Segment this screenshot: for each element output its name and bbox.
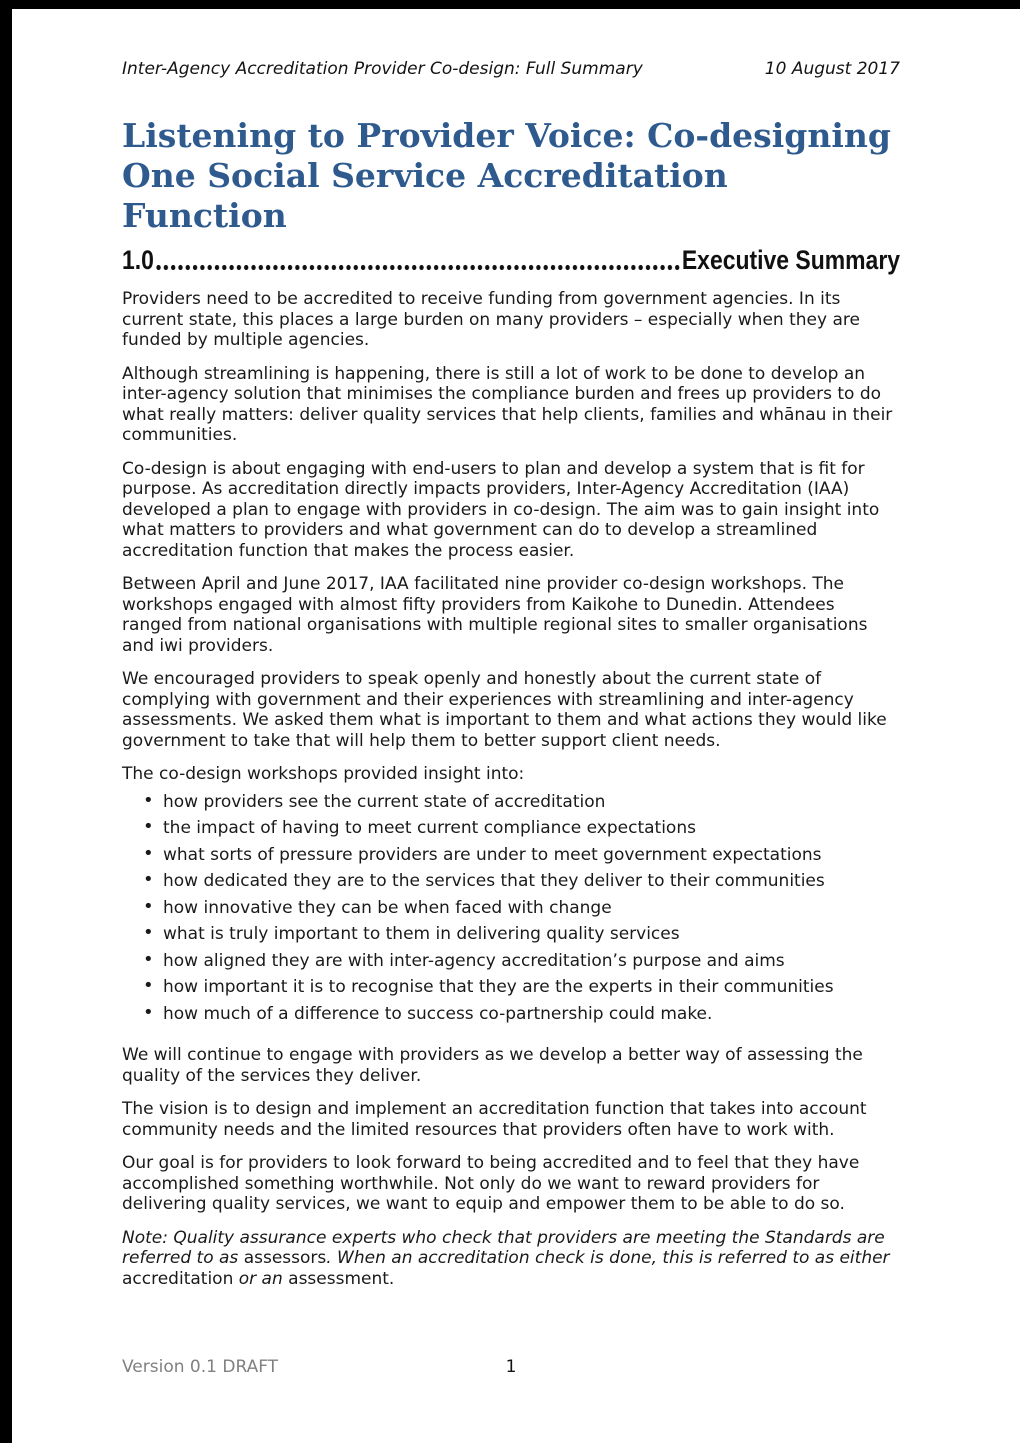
section-title: Executive Summary	[681, 245, 901, 275]
page-content	[122, 0, 900, 1302]
paragraph: Providers need to be accredited to receive funding from government agencies. In its current state, this places a large burden on many providers – especially when they are funded by multiple agencies.	[122, 289, 860, 351]
document-footer	[122, 1357, 900, 1377]
footer-version-label: Version 0.1 DRAFT	[122, 1357, 279, 1377]
paragraph: Although streamlining is happening, there is still a lot of work to be done to develop an inter-agency solution that minimises the compliance burden and frees up providers to do what really matters: deliver quality services that help clients, families and whānau in their communities.	[122, 363, 893, 446]
list-intro: The co-design workshops provided insight into:	[122, 764, 525, 785]
note-segment: accreditation	[122, 1268, 239, 1289]
bullet-item: • how innovative they can be when faced with change	[122, 898, 900, 919]
paragraph: Between April and June 2017, IAA facilitated nine provider co-design workshops. The workshops engaged with almost fifty providers from Kaikohe to Dunedin. Attendees ranged from national organisations with multiple regional sites to smaller organisations and iwi providers.	[122, 574, 868, 656]
note-paragraph	[122, 1228, 900, 1290]
body-paragraphs	[122, 289, 900, 751]
section-heading	[122, 245, 900, 276]
paragraph: Our goal is for providers to look forward to being accredited and to feel that they have accomplished something worthwhile. Not only do we want to reward providers for delivering quality services, we want to equip and empower them to be able to do so.	[122, 1153, 860, 1215]
note-segment: Note: Quality assurance experts who check that providers are meeting the Standards are referred to as	[122, 1227, 885, 1269]
paragraph: We encouraged providers to speak openly and honestly about the current state of complying with government and their experiences with streamlining and inter-agency assessments. We asked them what is important to them and what actions they would like government to take that will help them to better support client needs.	[122, 669, 887, 751]
paragraph: The vision is to design and implement an accreditation function that takes into account community needs and the limited resources that providers often have to work with.	[122, 1099, 867, 1140]
bullet-item: • how much of a difference to success co-partnership could make.	[122, 1004, 900, 1025]
note-segment: . When an accreditation check is done, this is referred to as either	[326, 1248, 890, 1269]
bullet-item: • the impact of having to meet current compliance expectations	[122, 818, 900, 839]
header-date: 10 August 2017	[764, 59, 900, 79]
paragraph: Co-design is about engaging with end-users to plan and develop a system that is fit for purpose. As accreditation directly impacts providers, Inter-Agency Accreditation (IAA) developed a plan to engage with providers in co-design. The aim was to gain insight into what matters to providers and what government can do to develop a streamlined accreditation function that makes the process easier.	[122, 458, 880, 561]
bullet-item: • how dedicated they are to the services that they deliver to their communities	[122, 871, 900, 892]
note-segment: assessors	[243, 1248, 327, 1269]
document-title: Listening to Provider Voice: Co-designing One Social Service Accreditation Function	[122, 116, 891, 235]
bullet-list	[122, 792, 900, 1025]
scan-border-left	[0, 0, 12, 1443]
bullet-item: • how important it is to recognise that they are the experts in their communities	[122, 977, 900, 998]
footer-page-number: 1	[505, 1357, 517, 1377]
document-header	[122, 59, 900, 79]
note-segment: or an	[238, 1268, 289, 1289]
note-segment: assessment.	[288, 1268, 395, 1289]
bullet-item: • how aligned they are with inter-agency accreditation’s purpose and aims	[122, 951, 900, 972]
paragraph: We will continue to engage with providers as we develop a better way of assessing the quality of the services they deliver.	[122, 1045, 863, 1086]
dot-leader	[156, 264, 680, 271]
bullet-item: • how providers see the current state of accreditation	[122, 792, 900, 813]
section-number: 1.0	[122, 245, 154, 275]
bullet-item: • what sorts of pressure providers are under to meet government expectations	[122, 845, 900, 866]
bullet-item: • what is truly important to them in delivering quality services	[122, 924, 900, 945]
closing-paragraphs	[122, 1045, 900, 1215]
header-document-name: Inter-Agency Accreditation Provider Co-design: Full Summary	[122, 59, 643, 79]
